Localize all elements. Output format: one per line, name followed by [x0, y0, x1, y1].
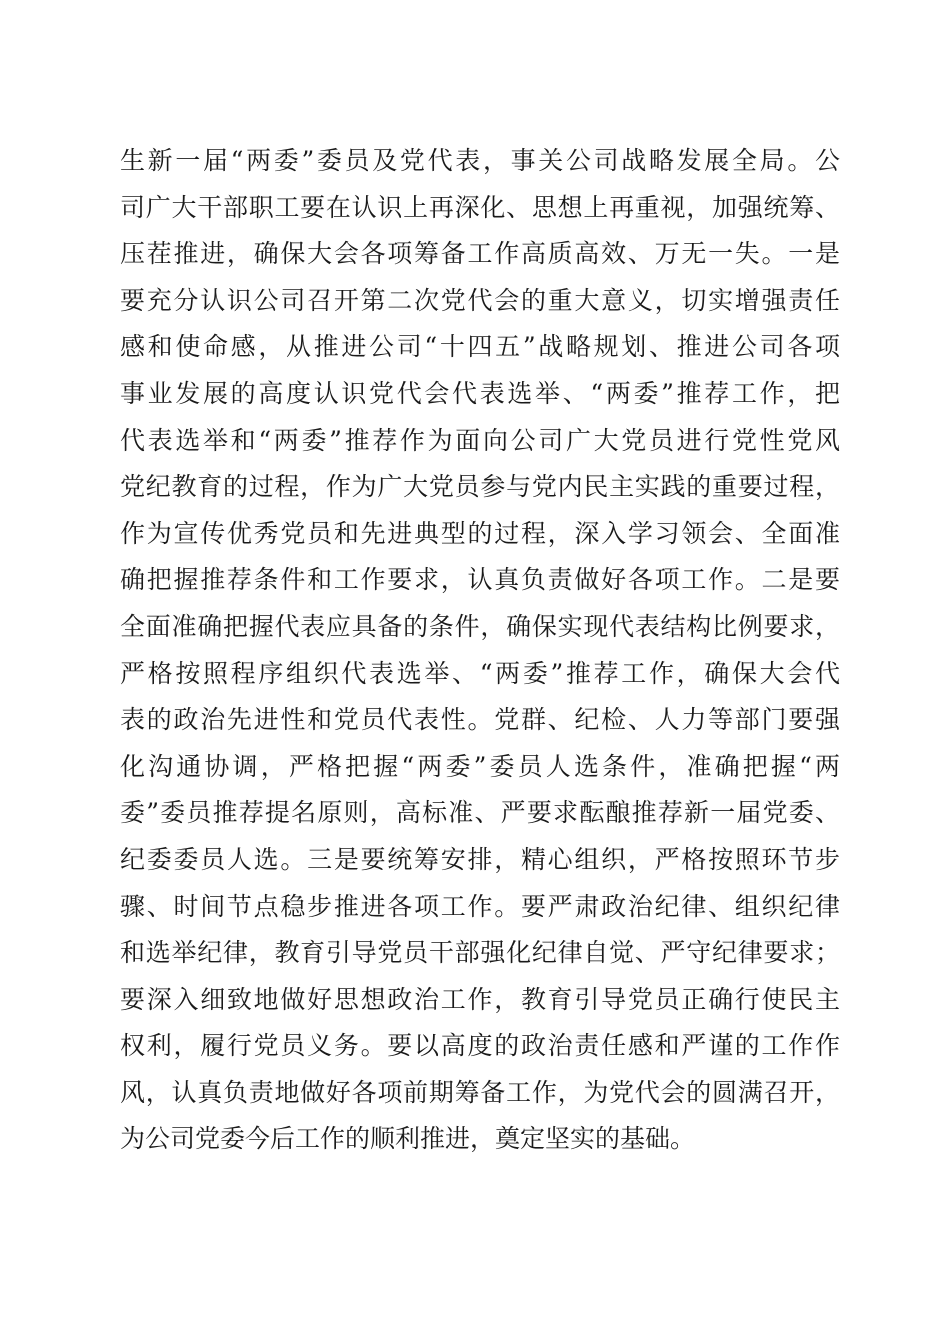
text-line: 压茬推进，确保大会各项筹备工作高质高效、万无一失。一是 [120, 239, 840, 269]
text-line: 生新一届“两委”委员及党代表，事关公司战略发展全局。公 [120, 146, 840, 175]
text-line: 骤、时间节点稳步推进各项工作。要严肃政治纪律、组织纪律 [120, 891, 840, 921]
text-line: 和选举纪律，教育引导党员干部强化纪律自觉、严守纪律要求； [120, 938, 840, 968]
text-line: 代表选举和“两委”推荐作为面向公司广大党员进行党性党风 [120, 425, 840, 455]
text-line: 感和使命感，从推进公司“十四五”战略规划、推进公司各项 [120, 332, 840, 362]
text-line: 风，认真负责地做好各项前期筹备工作，为党代会的圆满召开， [120, 1077, 840, 1107]
text-line: 作为宣传优秀党员和先进典型的过程，深入学习领会、全面准 [120, 518, 840, 548]
text-line: 权利，履行党员义务。要以高度的政治责任感和严谨的工作作 [120, 1031, 840, 1061]
body-paragraph [120, 138, 840, 1163]
text-line: 事业发展的高度认识党代会代表选举、“两委”推荐工作，把 [120, 378, 840, 408]
text-line: 全面准确把握代表应具备的条件，确保实现代表结构比例要求， [120, 611, 840, 641]
text-line: 要深入细致地做好思想政治工作，教育引导党员正确行使民主 [120, 984, 840, 1014]
text-line: 委”委员推荐提名原则，高标准、严要求酝酿推荐新一届党委、 [120, 798, 840, 828]
text-line: 司广大干部职工要在认识上再深化、思想上再重视，加强统筹、 [120, 192, 840, 222]
text-line: 严格按照程序组织代表选举、“两委”推荐工作，确保大会代 [120, 658, 840, 688]
text-line: 要充分认识公司召开第二次党代会的重大意义，切实增强责任 [120, 285, 840, 315]
text-line: 为公司党委今后工作的顺利推进，奠定坚实的基础。 [120, 1124, 696, 1154]
text-line: 党纪教育的过程，作为广大党员参与党内民主实践的重要过程， [120, 472, 840, 502]
text-line: 确把握推荐条件和工作要求，认真负责做好各项工作。二是要 [120, 565, 840, 595]
text-line: 纪委委员人选。三是要统筹安排，精心组织，严格按照环节步 [120, 844, 840, 874]
text-line: 表的政治先进性和党员代表性。党群、纪检、人力等部门要强 [120, 705, 840, 735]
text-line: 化沟通协调，严格把握“两委”委员人选条件，准确把握“两 [120, 751, 840, 781]
